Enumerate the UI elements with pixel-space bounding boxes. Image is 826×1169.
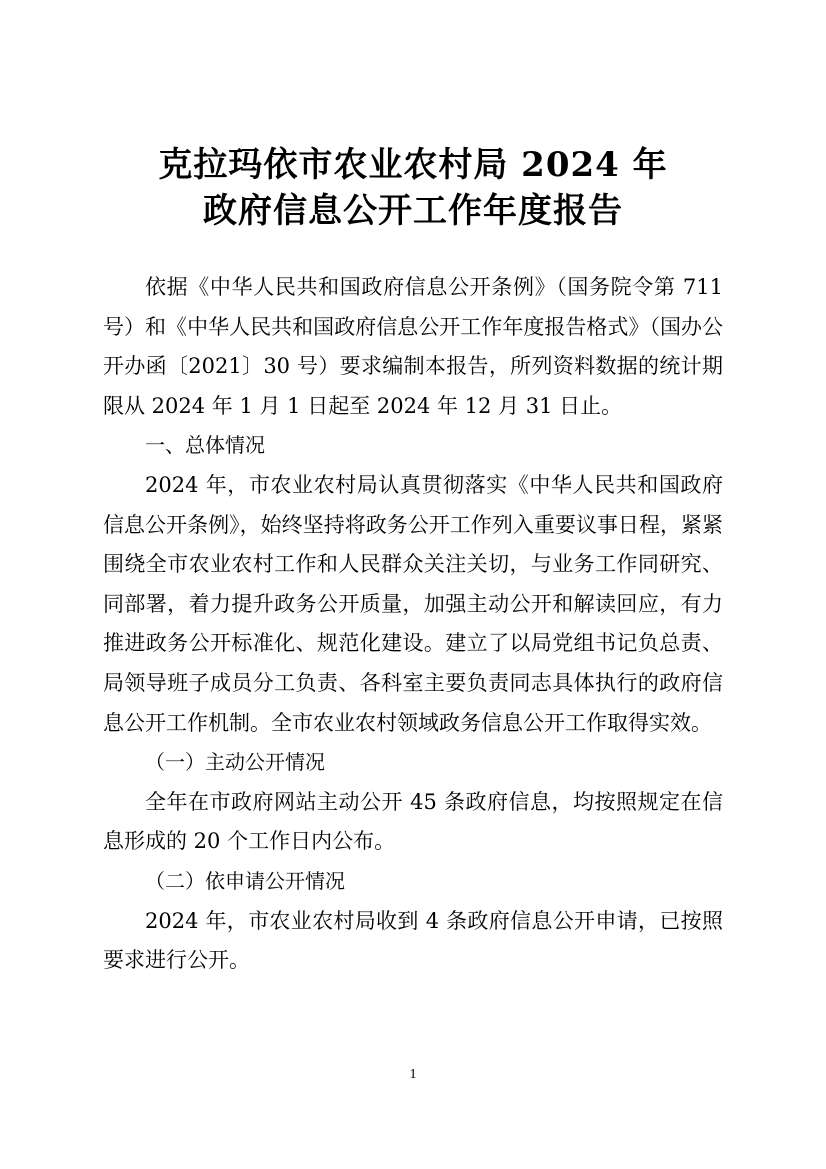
report-title [0, 142, 826, 234]
intro-paragraph: 依据《中华人民共和国政府信息公开条例》（国务院令第 711 号）和《中华人民共和国政府信息公开工作年度报告格式》（国办公开办函〔2021〕30 号）要求编制本报告，所列资料数据的统计期限从 2024 年 1 月 1 日起至 2024 年 12 月 31 日止。 [103, 275, 723, 418]
title-line-1: 克拉玛依市农业农村局 2024 年 [158, 145, 668, 185]
proactive-disclosure-paragraph: 全年在市政府网站主动公开 45 条政府信息，均按照规定在信息形成的 20 个工作日内公布。 [103, 789, 723, 854]
section-heading-overview: 一、总体情况 [145, 433, 265, 458]
title-line-2: 政府信息公开工作年度报告 [203, 191, 623, 231]
page-number: 1 [409, 1067, 417, 1082]
overview-paragraph: 2024 年，市农业农村局认真贯彻落实《中华人民共和国政府信息公开条例》，始终坚持将政务公开工作列入重要议事日程，紧紧围绕全市农业农村工作和人民群众关注关切，与业务工作同研究、同部署，着力提升政务公开质量，加强主动公开和解读回应，有力推进政务公开标准化、规范化建设。建立了以局党组书记负总责、局领导班子成员分工负责、各科室主要负责同志具体执行的政府信息公开工作机制。全市农业农村领域政务信息公开工作取得实效。 [103, 472, 723, 735]
application-disclosure-paragraph: 2024 年，市农业农村局收到 4 条政府信息公开申请，已按照要求进行公开。 [103, 908, 723, 973]
subsection-heading-application-disclosure: （二）依申请公开情况 [145, 868, 345, 893]
report-body [103, 268, 723, 981]
subsection-heading-proactive-disclosure: （一）主动公开情况 [145, 750, 325, 775]
